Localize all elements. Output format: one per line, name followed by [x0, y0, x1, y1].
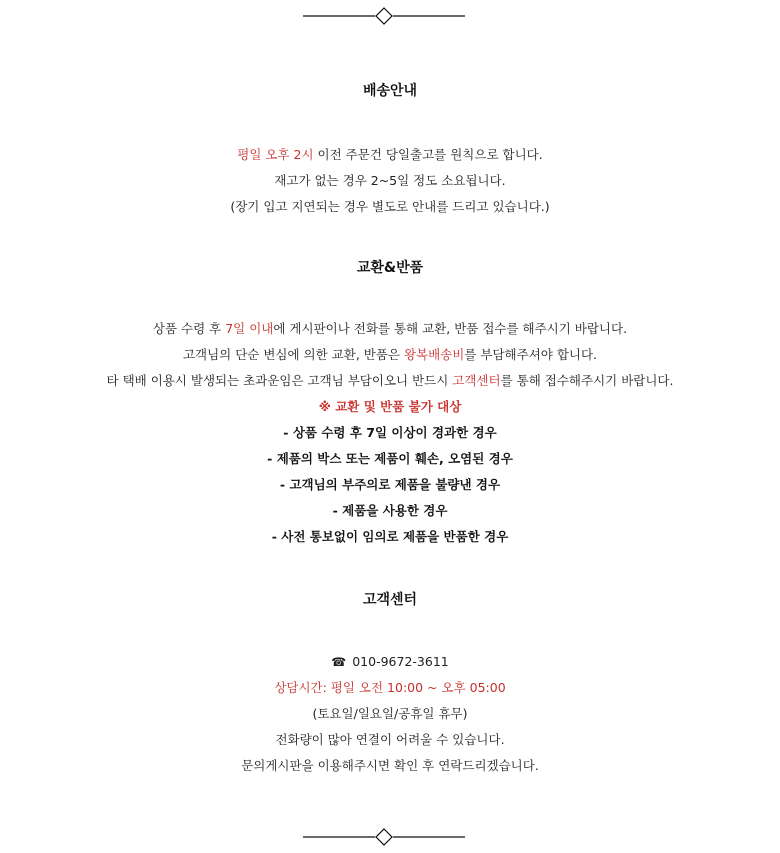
- center-section: [0, 590, 780, 610]
- exchange-info: [0, 316, 780, 550]
- shipping-fee-highlight: 왕복배송비: [403, 347, 465, 362]
- exchange-item: - 고객님의 부주의로 제품을 불량낸 경우: [279, 477, 501, 492]
- exchange-line-1: 상품 수령 후 7일 이내에 게시판이나 전화를 통해 교환, 반품 접수를 해주시기 바랍니다.: [152, 321, 628, 336]
- shipping-info: [0, 142, 780, 220]
- phone-number: 010-9672-3611: [352, 654, 449, 669]
- busy-note: 전화량이 많아 연결이 어려울 수 있습니다.: [275, 732, 505, 747]
- phone-line: [0, 649, 780, 675]
- exchange-line-2: 고객님의 단순 변심에 의한 교환, 반품은 왕복배송비를 부담해주셔야 합니다.: [182, 347, 598, 362]
- center-info: [0, 649, 780, 779]
- exchange-item: - 제품을 사용한 경우: [332, 503, 448, 518]
- exchange-item: - 제품의 박스 또는 제품이 훼손, 오염된 경우: [267, 451, 513, 466]
- consult-hours: 상담시간: 평일 오전 10:00 ~ 오후 05:00: [274, 680, 506, 695]
- shipping-time-highlight: 평일 오후 2시: [237, 147, 314, 162]
- exchange-title: 교환&반품: [356, 260, 424, 276]
- top-divider: [303, 7, 465, 25]
- exchange-notice: ※ 교환 및 반품 불가 대상: [318, 399, 462, 414]
- shipping-section: [0, 81, 780, 101]
- exchange-section: [0, 258, 780, 278]
- shipping-line-1: 평일 오후 2시 이전 주문건 당일출고를 원칙으로 합니다.: [237, 147, 543, 162]
- exchange-item: - 사전 통보없이 임의로 제품을 반품한 경우: [271, 529, 509, 544]
- exchange-line-3: 타 택배 이용시 발생되는 초과운임은 고객님 부담이오니 반드시 고객센터를 통해 접수해주시기 바랍니다.: [106, 373, 674, 388]
- bottom-divider: [303, 828, 465, 846]
- shipping-line-3: (장기 입고 지연되는 경우 별도로 안내를 드리고 있습니다.): [230, 199, 550, 214]
- customer-center-highlight: 고객센터: [452, 373, 501, 388]
- exchange-period-highlight: 7일 이내: [225, 321, 274, 336]
- board-note: 문의게시판을 이용해주시면 확인 후 연락드리겠습니다.: [241, 758, 539, 773]
- exchange-item: - 상품 수령 후 7일 이상이 경과한 경우: [283, 425, 497, 440]
- phone-icon: ☎: [331, 655, 347, 669]
- shipping-line-2: 재고가 없는 경우 2~5일 정도 소요됩니다.: [274, 173, 506, 188]
- holiday-note: (토요일/일요일/공휴일 휴무): [312, 706, 468, 721]
- shipping-title: 배송안내: [362, 83, 418, 99]
- center-title: 고객센터: [362, 592, 418, 608]
